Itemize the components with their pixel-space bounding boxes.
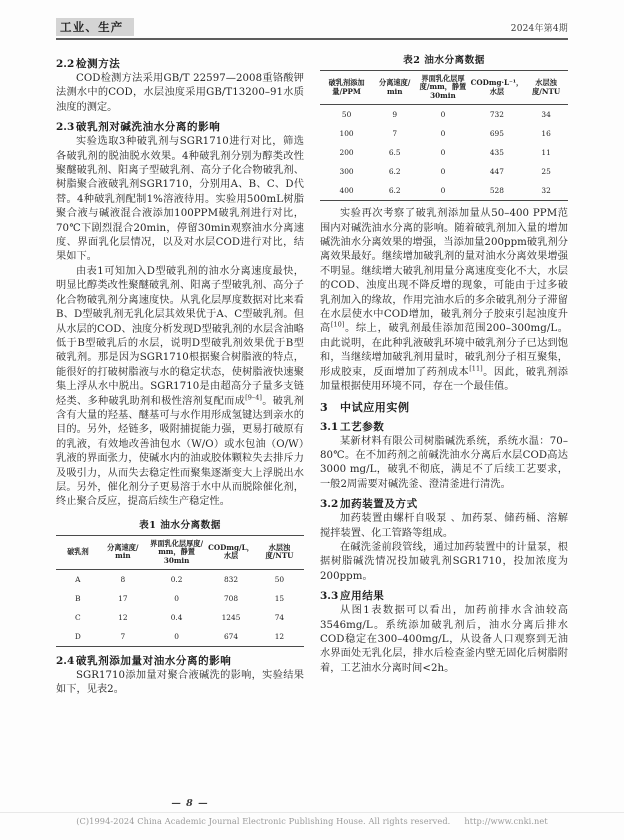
table-row <box>320 143 568 162</box>
table2-cell: 0 <box>440 147 446 157</box>
page-number: — 8 — <box>171 798 209 809</box>
section-title-3-2: 加药装置及方式 <box>340 498 418 511</box>
table2-cell: 200 <box>339 147 354 157</box>
table2-cell: 16 <box>541 128 551 138</box>
table2-cell: 7 <box>392 128 398 138</box>
section-title-3-1: 工艺参数 <box>340 420 385 433</box>
table1-cell: 15 <box>274 593 285 603</box>
paragraph-3-2-second: 在碱洗釜前段管线，通过加药装置中的计量泵，根据树脂碱洗情况投加破乳剂SGR1710，投加浓度为200ppm。 <box>320 541 568 582</box>
section-number-3-1: 3.1 <box>320 420 339 433</box>
header-divider <box>56 38 568 40</box>
section-heading-2-3 <box>56 119 304 134</box>
table2-cell: 6.5 <box>388 147 401 157</box>
table1-col-cod: CODmg/L，水层 <box>207 535 255 569</box>
section-heading-3-1 <box>320 419 568 434</box>
table1-cell: 7 <box>100 627 146 647</box>
section-title-3: 中试应用实例 <box>340 400 410 414</box>
table1-wrapper <box>56 517 304 647</box>
table1-cell: B <box>75 593 81 603</box>
table2-cell: 25 <box>541 166 551 176</box>
table2-cell: 0 <box>440 109 446 119</box>
table2-cell: 695 <box>489 128 504 138</box>
citation-ref-11: [11] <box>469 364 483 373</box>
citation-ref-10: [10] <box>330 321 345 330</box>
table1-caption: 表1 油水分离数据 <box>139 519 221 531</box>
header-issue-label: 2024年第4期 <box>510 24 568 34</box>
table1-cell: 0 <box>146 627 207 647</box>
table-row <box>56 608 304 627</box>
table-row <box>320 105 568 125</box>
table1-col-speed: 分离速度/ min <box>100 535 146 569</box>
table2-cell: 100 <box>339 128 354 138</box>
table2-wrapper <box>320 52 568 201</box>
paragraph-3-1: 某新材料有限公司树脂碱洗系统，系统水温：70–80℃。在不加药剂之前碱洗油水分离后水层COD高达3000 mg/L，破乳不彻底，满足不了后续工艺要求，一般2周需要对碱洗釜、澄清釜进行清洗。 <box>320 435 568 490</box>
table-row <box>56 627 304 647</box>
section-heading-3 <box>320 399 568 415</box>
table2-cell: 11 <box>541 147 551 157</box>
section-title-2-4: 破乳剂添加量对油水分离的影响 <box>76 655 232 667</box>
table1-cell: 1245 <box>221 612 241 622</box>
paragraph-2-4: SGR1710添加量对聚合液碱洗的影响，实验结果如下，见表2。 <box>56 670 304 696</box>
table1-cell: 8 <box>120 574 126 584</box>
table2-body <box>320 105 568 201</box>
table2-cell: 9 <box>392 109 398 119</box>
table2-cell: 400 <box>320 181 373 201</box>
table2-header-row <box>320 71 568 105</box>
paragraph-2-3-second-parta: 由表1可知加入D型破乳剂的油水分离速度最快，明显比醇类改性聚醚破乳剂、阳离子型破乳剂、高分子化合物破乳剂分离速度快。从乳化层厚度数据对比来看B、D型破乳剂无乳化层其效果优于A、C型破乳剂。但从水层的COD、浊度分析发现D型破乳剂的水层含油略低于B型破乳后的水层，说明D型破乳剂效果优于B型破乳剂。那是因为SGR1710根据聚合树脂液的特点，能很好的打破树脂液与水的稳定状态，使树脂液快速聚集上浮从水中脱出。SGR1710是由超高分子量多支链烃类、多种破乳助剂和极性溶剂复配而成 <box>56 265 304 407</box>
section-title-2-2: 检测方法 <box>76 58 121 70</box>
section-number-3-3: 3.3 <box>320 590 339 603</box>
section-number-3-2: 3.2 <box>320 498 339 511</box>
table2-col-turbidity: 水层浊度/NTU <box>524 71 568 105</box>
table-row <box>56 589 304 608</box>
paragraph-dosage-discussion <box>320 207 568 394</box>
section-number-3: 3 <box>320 400 328 414</box>
table2-col-emulsion-thickness: 界面乳化层厚度/mm，静置30min <box>416 71 469 105</box>
table2-cell: 32 <box>524 181 568 201</box>
table2-cell: 34 <box>541 109 551 119</box>
table2-col-cod: CODmg·L⁻¹，水层 <box>470 71 525 105</box>
table2-caption: 表2 油水分离数据 <box>403 55 485 66</box>
table-row <box>320 162 568 181</box>
table1-cell: 0 <box>174 593 179 603</box>
paragraph-dosage-part-b: 。综上，破乳剂最佳添加范围200–300mg/L。由此说明，在此种乳液破乳环境中破乳剂分子已达到饱和，当继续增加破乳剂用量时，破乳剂分子相互聚集，形成胶束，反面增加了药剂成本 <box>320 323 568 378</box>
section-heading-3-2 <box>320 496 568 511</box>
table1-col-turbidity: 水层浊度/NTU <box>255 535 304 569</box>
table2-col-dosage: 破乳剂添加量/PPM <box>320 71 373 105</box>
table2-cell: 732 <box>489 109 504 119</box>
table1-cell: A <box>75 574 81 584</box>
table2-cell: 50 <box>341 109 352 119</box>
paragraph-dosage-part-c: 。因此，破乳剂添加量根据使用环境不同，存在一个最佳值。 <box>320 366 569 393</box>
section-title-2-3: 破乳剂对碱洗油水分离的影响 <box>76 121 221 134</box>
table2-cell: 0 <box>416 181 469 201</box>
copyright-text: (C)1994-2024 China Academic Journal Electronic Publishing House. All rights reserved. <box>76 816 451 826</box>
section-number-2-2: 2.2 <box>56 58 75 70</box>
copyright-notice <box>0 816 624 826</box>
table-row <box>320 181 568 201</box>
table1-cell: 17 <box>118 593 128 603</box>
table1-col-demulsifier: 破乳剂 <box>56 535 100 569</box>
table2-col-speed: 分离速度/ min <box>373 71 416 105</box>
table1-cell: 832 <box>223 574 239 584</box>
table2-cell: 0 <box>440 128 446 138</box>
table2-cell: 300 <box>339 166 354 176</box>
table-oil-water-separation-1 <box>56 535 304 647</box>
table1-cell: 50 <box>274 574 285 584</box>
right-column <box>320 52 568 676</box>
section-number-2-3: 2.3 <box>56 121 75 134</box>
table-row <box>320 124 568 143</box>
section-title-3-3: 应用结果 <box>340 590 385 603</box>
paragraph-2-3-first: 实验选取3种破乳剂与SGR1710进行对比，筛选各破乳剂的脱油脱水效果。4种破乳剂分别为醇类改性聚醚破乳剂、阳离子型破乳剂、高分子化合物破乳剂、树脂聚合液破乳剂SGR1710，分别用A、B、C、D代替。4种破乳剂配制1%溶液待用。实验用500mL树脂聚合液与碱液混合液添加100PPM破乳剂进行对比，70℃下剧烈混合20min，停留30min观察油水分离速度、界面乳化层情况，以及对水层COD进行对比，结果如下。 <box>56 136 304 263</box>
cnki-url: http://www.cnki.net <box>464 816 548 826</box>
left-column <box>56 52 304 698</box>
page-header <box>56 18 568 40</box>
table1-cell: D <box>56 627 100 647</box>
table2-cell: 528 <box>470 181 525 201</box>
table1-cell: C <box>75 612 81 622</box>
citation-ref-9-4: [9–4] <box>245 393 262 402</box>
footer-divider <box>0 812 624 813</box>
table1-cell: 674 <box>207 627 255 647</box>
paragraph-2-2: COD检测方法采用GB/T 22597—2008重铬酸钾法测水中的COD，水层浊度采用GB/T13200–91水质浊度的测定。 <box>56 73 304 113</box>
table1-cell: 708 <box>223 593 239 603</box>
table-row <box>56 570 304 590</box>
paragraph-3-3: 从图1表数据可以看出，加药前排水含油较高3546mg/L。系统添加破乳剂后，油水分离后排水COD稳定在300–400mg/L，从设备人口观察到无油水界面处无乳化层，排水后检查釜内壁无固化后树脂附着，工艺油水分离时间<2h。 <box>320 605 568 674</box>
section-heading-2-4 <box>56 653 304 668</box>
table1-cell: 0.2 <box>170 574 183 584</box>
table2-cell: 6.2 <box>373 181 416 201</box>
paragraph-2-3-second <box>56 265 304 510</box>
table2-cell: 6.2 <box>388 166 401 176</box>
table2-cell: 0 <box>440 166 446 176</box>
table1-cell: 12 <box>255 627 304 647</box>
table1-cell: 74 <box>274 612 285 622</box>
table1-body <box>56 570 304 647</box>
table1-header-row <box>56 535 304 569</box>
paragraph-3-2-first: 加药装置由螺杆自吸泵 、加药泵、储药桶、溶解搅拌装置、化工管路等组成。 <box>320 513 568 539</box>
paragraph-dosage-part-a: 实验再次考察了破乳剂添加量从50–400 PPM范围内对碱洗油水分离的影响。随着破乳剂加入量的增加碱洗油水分离效果的增强，当添加量200ppm破乳剂分离效果最好。继续增加破乳剂的量对油水分离效果增强不明显。继续增大破乳剂用量分离速度变化不大，水层的COD、浊度出现不降反增的现象，可能由于过多破乳剂加入的缘故，作用完油水后的多余破乳剂分子滞留在水层使水中COD增加，破乳剂分子胶束引起浊度升高 <box>320 208 568 335</box>
table1-col-emulsion-thickness: 界面乳化层厚度/ mm，静置30min <box>146 535 207 569</box>
paragraph-2-3-second-partb: 。破乳剂含有大量的羟基、醚基可与水作用形成氢键达到亲水的目的。另外，烃链多，吸附捕捉能力强，更易打破原有的乳液，有效地改善油包水（W/O）或水包油（O/W）乳液的界面张力，使碱水内的油或胶体颗粒失去排斥力及吸引力，从而失去稳定性而聚集逐渐变大上浮脱出水层。另外，催化剂分子更易溶于水中从而脱除催化剂，终止聚合反应，提高后续生产稳定性。 <box>56 395 304 508</box>
header-category-title: 工业、生产 <box>56 18 134 36</box>
table2-cell: 447 <box>489 166 504 176</box>
table-oil-water-separation-2 <box>320 70 568 201</box>
section-number-2-4: 2.4 <box>56 655 75 667</box>
table1-cell: 12 <box>118 612 128 622</box>
table1-cell: 0.4 <box>170 612 183 622</box>
section-heading-2-2 <box>56 56 304 71</box>
section-heading-3-3 <box>320 588 568 603</box>
table2-cell: 435 <box>489 147 504 157</box>
